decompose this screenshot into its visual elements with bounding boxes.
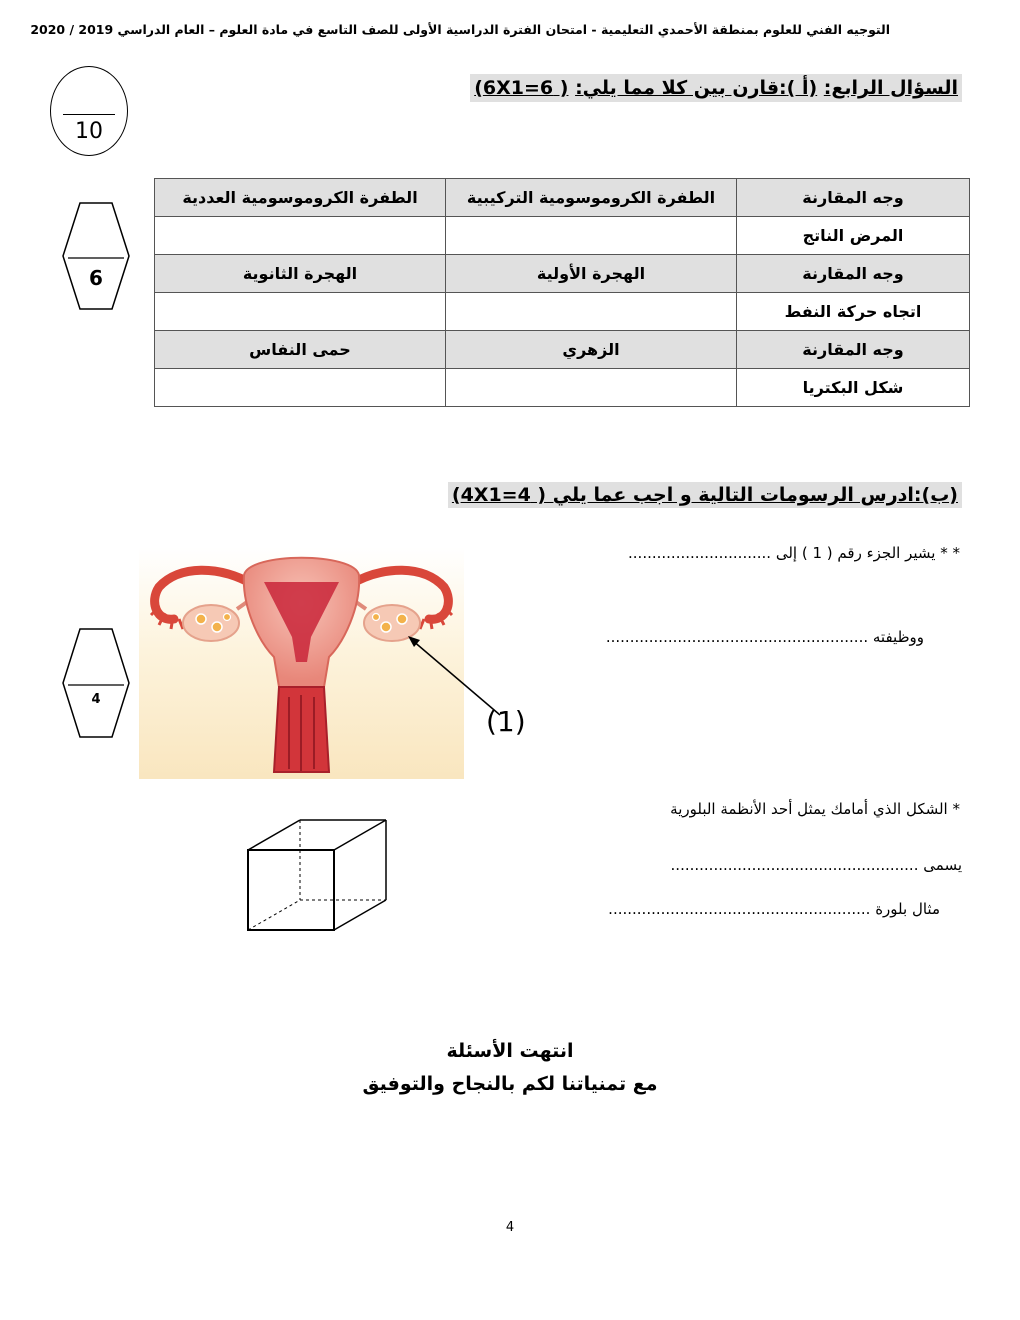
table-cell: حمى النفاس: [155, 331, 446, 369]
exam-header: التوجيه الفني للعلوم بمنطقة الأحمدي التعليمية - امتحان الفترة الدراسية الأولى للصف التاسع في مادة العلوم – العام الدراسي 2019 / 2020: [30, 22, 890, 37]
hexagon-shape: [62, 628, 130, 738]
table-row-header-cell: وجه المقارنة: [737, 331, 970, 369]
answer-blank-name[interactable]: ....................................................: [670, 856, 919, 874]
question-part1: [628, 544, 960, 562]
score-hexagon-part-a: [62, 202, 130, 310]
table-answer-cell[interactable]: [155, 369, 446, 407]
question-crystal: * الشكل الذي أمامك يمثل أحد الأنظمة البلورية: [670, 800, 960, 818]
table-row-header-cell: وجه المقارنة: [737, 255, 970, 293]
answer-blank-part1[interactable]: ..............................: [628, 544, 772, 562]
answer-blank-function[interactable]: .......................................................: [605, 628, 869, 646]
question-name-text: يسمى: [923, 856, 962, 874]
question-name: [671, 856, 962, 874]
part-a-label: (أ ): [786, 77, 818, 99]
question-function: [606, 628, 924, 646]
table-row: [155, 217, 970, 255]
question4-label: السؤال الرابع:: [823, 77, 958, 99]
table-cell: الهجرة الثانوية: [155, 255, 446, 293]
part-b-title: (ب):ادرس الرسومات التالية و اجب عما يلي ( 4X1=4): [448, 482, 962, 508]
table-cell: الهجرة الأولية: [446, 255, 737, 293]
table-row-header-cell: شكل البكتريا: [737, 369, 970, 407]
comparison-table: [154, 178, 970, 407]
part-a-instruction: :قارن بين كلا مما يلي:: [575, 77, 787, 99]
table-answer-cell[interactable]: [446, 217, 737, 255]
question-example-text: مثال بلورة: [875, 900, 940, 918]
table-row-header-cell: اتجاه حركة النفط: [737, 293, 970, 331]
table-row: [155, 331, 970, 369]
question-function-text: ووظيفته: [872, 628, 924, 646]
table-answer-cell[interactable]: [446, 369, 737, 407]
table-answer-cell[interactable]: [155, 293, 446, 331]
table-row: [155, 255, 970, 293]
score-part-b: 4: [91, 692, 101, 707]
hexagon-shape: [62, 202, 130, 310]
table-row-header-cell: وجه المقارنة: [737, 179, 970, 217]
score-hexagon-part-b: [62, 628, 130, 738]
question4-title: [470, 74, 962, 102]
question-example: [608, 900, 940, 918]
cubic-crystal-diagram: [246, 818, 390, 932]
table-cell: الطفرة الكروموسومية العددية: [155, 179, 446, 217]
table-cell: الزهري: [446, 331, 737, 369]
answer-blank-example[interactable]: .......................................................: [608, 900, 871, 918]
table-answer-cell[interactable]: [446, 293, 737, 331]
table-row: [155, 369, 970, 407]
page-number: 4: [505, 1220, 515, 1235]
score-part-a: 6: [89, 266, 103, 290]
table-answer-cell[interactable]: [155, 217, 446, 255]
part-a-marks: ( 6X1=6): [474, 77, 569, 99]
table-row-header-cell: المرض الناتج: [737, 217, 970, 255]
table-row: [155, 179, 970, 217]
table-cell: الطفرة الكروموسومية التركيبية: [446, 179, 737, 217]
question-part1-text: * * يشير الجزء رقم ( 1 ) إلى: [775, 544, 960, 562]
score-total: 10: [75, 119, 103, 144]
end-of-questions: انتهت الأسئلة: [446, 1040, 574, 1062]
diagram-label-1: (1): [486, 705, 526, 738]
table-row: [155, 293, 970, 331]
good-luck-message: مع تمنياتنا لكم بالنجاح والتوفيق: [362, 1073, 658, 1095]
score-line: [63, 114, 115, 115]
score-circle-total: [50, 66, 128, 156]
